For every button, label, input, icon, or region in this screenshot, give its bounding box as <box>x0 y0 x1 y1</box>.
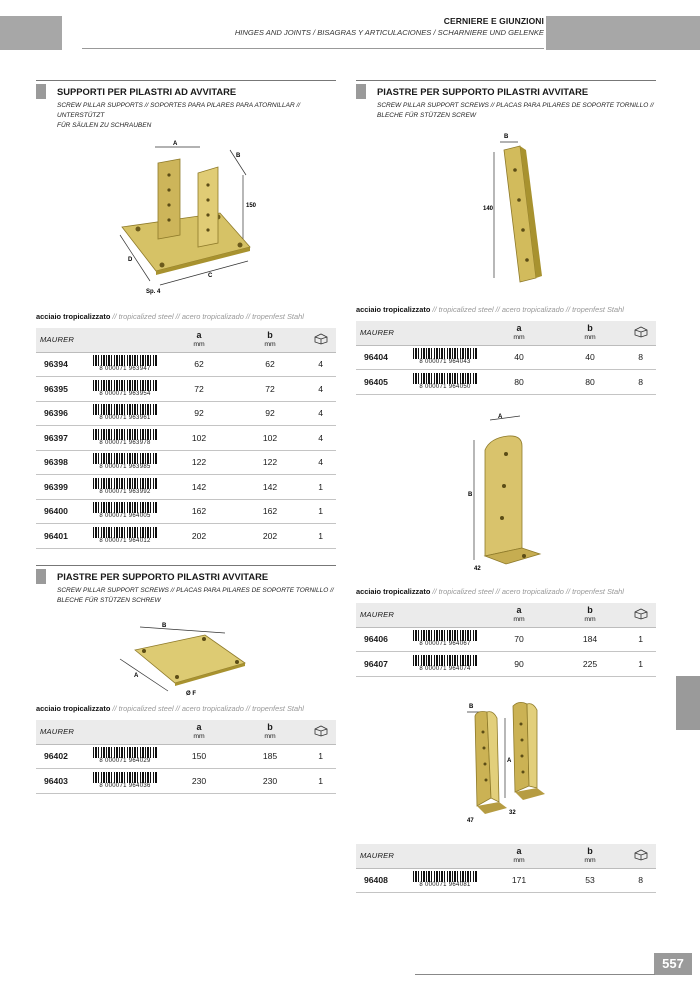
subtitle-line: FÜR SÄULEN ZU SCHRAUBEN <box>57 122 152 129</box>
barcode <box>86 475 164 500</box>
product-code: 96394 <box>36 352 86 377</box>
flat-plate <box>135 635 245 683</box>
column-unit: mm <box>584 615 596 623</box>
section-marker <box>356 84 366 99</box>
dim-label-a: A <box>507 758 512 764</box>
barcode-graphic <box>413 373 477 391</box>
section-marker <box>36 569 46 584</box>
product-image-angle-plate <box>470 128 560 288</box>
dimension-b: 142 <box>234 475 306 500</box>
barcode <box>86 450 164 475</box>
pack-quantity: 4 <box>306 426 336 451</box>
dim-label-c: C <box>208 273 213 279</box>
dimension-b: 185 <box>234 744 306 769</box>
barcode-bars <box>93 355 157 366</box>
table-body <box>356 627 656 676</box>
dim-label-a: A <box>173 141 178 147</box>
brand-logo: MAURER <box>356 844 406 868</box>
material-main: acciaio tropicalizzato <box>356 305 431 314</box>
table-body <box>36 744 336 793</box>
dim-label-b: B <box>469 704 474 710</box>
dimension-a: 142 <box>164 475 234 500</box>
dim-label-height: 150 <box>246 203 257 209</box>
table-header-row <box>356 321 656 345</box>
product-code: 96407 <box>356 652 406 677</box>
section-divider <box>36 565 336 566</box>
pack-quantity: 8 <box>626 868 656 893</box>
barcode-bars <box>413 373 477 384</box>
barcode-header <box>406 844 484 868</box>
section-subtitle <box>57 586 334 606</box>
dimension-b: 230 <box>234 769 306 794</box>
section-pillar-support-plates <box>36 565 336 615</box>
dimension-a: 92 <box>164 401 234 426</box>
pack-quantity: 4 <box>306 377 336 402</box>
dim-label-d: D <box>128 257 133 263</box>
dim-label-thickness: Sp. 4 <box>146 289 161 295</box>
dim-label-a: A <box>498 414 503 420</box>
product-table <box>356 321 656 395</box>
barcode-number: 8 000071 963985 <box>99 464 151 471</box>
barcode-bars <box>93 429 157 440</box>
table-body <box>356 868 656 893</box>
dim-label-a: A <box>134 673 139 679</box>
dimension-b: 202 <box>234 524 306 549</box>
product-code: 96405 <box>356 370 406 395</box>
material-main: acciaio tropicalizzato <box>36 312 111 321</box>
dim-label-width-2: 32 <box>509 810 516 816</box>
column-a-header <box>484 321 554 345</box>
box-icon <box>306 328 336 352</box>
column-b-header <box>234 328 306 352</box>
table-row <box>36 401 336 426</box>
column-label: a <box>196 721 202 732</box>
barcode-number: 8 000071 964067 <box>419 641 471 648</box>
column-label: a <box>196 329 202 340</box>
barcode-graphic <box>413 655 477 673</box>
product-image-flat-plate <box>100 615 270 700</box>
material-translations: // tropicalized steel // acero tropicalizado // tropenfest Stahl <box>432 305 624 314</box>
dim-label-height: 140 <box>483 206 494 212</box>
column-b-header <box>554 321 626 345</box>
bracket-upright <box>485 436 522 556</box>
barcode-bars <box>93 478 157 489</box>
barcode-number: 8 000071 964074 <box>419 665 471 672</box>
column-unit: mm <box>584 856 596 864</box>
dimension-b: 92 <box>234 401 306 426</box>
dim-label-b: B <box>236 153 241 159</box>
dimension-a: 122 <box>164 450 234 475</box>
pack-quantity: 4 <box>306 450 336 475</box>
barcode-graphic <box>93 772 157 790</box>
dimension-a: 102 <box>164 426 234 451</box>
column-label: a <box>516 845 522 856</box>
material-label <box>36 704 304 713</box>
box-icon <box>626 321 656 345</box>
dimension-b: 40 <box>554 345 626 370</box>
product-code: 96399 <box>36 475 86 500</box>
pack-quantity: 1 <box>306 769 336 794</box>
dimension-a: 230 <box>164 769 234 794</box>
subtitle-line: BLECHE FÜR STÜTZEN SCHREW <box>57 597 161 604</box>
product-code: 96408 <box>356 868 406 893</box>
barcode-header <box>406 603 484 627</box>
table-header-row <box>356 603 656 627</box>
product-table <box>356 603 656 677</box>
column-a-header <box>164 328 234 352</box>
dimension-a: 72 <box>164 377 234 402</box>
column-unit: mm <box>264 732 276 740</box>
pack-quantity: 1 <box>626 627 656 652</box>
material-main: acciaio tropicalizzato <box>356 587 431 596</box>
barcode <box>406 345 484 370</box>
product-code: 96402 <box>36 744 86 769</box>
material-translations: // tropicalized steel // acero tropicalizado // tropenfest Stahl <box>112 704 304 713</box>
column-b-header <box>554 603 626 627</box>
barcode-graphic <box>93 478 157 496</box>
side-index-tab[interactable] <box>676 676 700 730</box>
dimension-a: 90 <box>484 652 554 677</box>
dimension-a: 62 <box>164 352 234 377</box>
page-number: 557 <box>654 953 692 975</box>
column-label: b <box>267 329 273 340</box>
dimension-b: 80 <box>554 370 626 395</box>
table-row <box>356 627 656 652</box>
barcode-number: 8 000071 964005 <box>99 513 151 520</box>
barcode-graphic <box>93 747 157 765</box>
barcode-graphic <box>93 453 157 471</box>
table-row <box>36 475 336 500</box>
column-label: b <box>587 322 593 333</box>
pack-quantity: 4 <box>306 401 336 426</box>
barcode-number: 8 000071 964043 <box>419 359 471 366</box>
dimension-b: 225 <box>554 652 626 677</box>
pack-quantity: 1 <box>306 499 336 524</box>
product-code: 96406 <box>356 627 406 652</box>
barcode <box>406 652 484 677</box>
barcode-header <box>86 720 164 744</box>
subtitle-line: SCREW PILLAR SUPPORT SCREWS // PLACAS PARA PILARES DE SOPORTE TORNILLO // <box>57 587 334 594</box>
table-row <box>36 769 336 794</box>
barcode-graphic <box>93 527 157 545</box>
dim-label-b: B <box>162 623 167 629</box>
pack-quantity: 8 <box>626 345 656 370</box>
dimension-b: 72 <box>234 377 306 402</box>
header-tab-left <box>0 16 62 50</box>
brand-logo: MAURER <box>36 720 86 744</box>
barcode-graphic <box>413 348 477 366</box>
barcode <box>86 744 164 769</box>
dim-label-hole: Ø F <box>186 691 196 697</box>
product-table <box>36 328 336 549</box>
column-label: b <box>587 845 593 856</box>
pack-quantity: 8 <box>626 370 656 395</box>
barcode <box>86 499 164 524</box>
column-a-header <box>484 603 554 627</box>
barcode-number: 8 000071 964081 <box>419 882 471 889</box>
dimension-b: 102 <box>234 426 306 451</box>
barcode-graphic <box>93 380 157 398</box>
box-icon <box>306 720 336 744</box>
column-unit: mm <box>193 340 205 348</box>
dim-label-width: 42 <box>474 566 481 572</box>
table-row <box>356 345 656 370</box>
section-subtitle <box>57 101 336 131</box>
dimension-b: 184 <box>554 627 626 652</box>
pack-quantity: 1 <box>626 652 656 677</box>
brand-logo: MAURER <box>356 321 406 345</box>
barcode <box>86 352 164 377</box>
column-unit: mm <box>264 340 276 348</box>
product-code: 96400 <box>36 499 86 524</box>
column-unit: mm <box>513 615 525 623</box>
header-tab-right <box>546 16 700 50</box>
product-code: 96403 <box>36 769 86 794</box>
material-label <box>36 312 304 321</box>
barcode-bars <box>413 630 477 641</box>
brand-logo: MAURER <box>356 603 406 627</box>
barcode-bars <box>413 348 477 359</box>
dimension-b: 53 <box>554 868 626 893</box>
table-row <box>36 352 336 377</box>
barcode-bars <box>93 772 157 783</box>
dimension-a: 162 <box>164 499 234 524</box>
barcode <box>406 370 484 395</box>
barcode-number: 8 000071 963978 <box>99 439 151 446</box>
dimension-b: 162 <box>234 499 306 524</box>
column-unit: mm <box>193 732 205 740</box>
material-label <box>356 305 624 314</box>
table-row <box>36 450 336 475</box>
product-image-pillar-support <box>100 135 290 305</box>
barcode-bars <box>413 871 477 882</box>
barcode <box>86 377 164 402</box>
barcode-bars <box>93 380 157 391</box>
product-code: 96396 <box>36 401 86 426</box>
table-body <box>36 352 336 548</box>
section-title: SUPPORTI PER PILASTRI AD AVVITARE <box>57 86 237 97</box>
table-row <box>36 524 336 549</box>
barcode-number: 8 000071 964050 <box>419 383 471 390</box>
barcode-bars <box>413 655 477 666</box>
barcode-bars <box>93 404 157 415</box>
barcode-graphic <box>93 429 157 447</box>
barcode-graphic <box>93 404 157 422</box>
table-row <box>36 744 336 769</box>
section-divider <box>356 80 656 81</box>
column-a-header <box>484 844 554 868</box>
section-title: PIASTRE PER SUPPORTO PILASTRI AVVITARE <box>57 571 269 582</box>
table-header-row <box>36 720 336 744</box>
section-divider <box>36 80 336 81</box>
product-image-u-brackets <box>455 698 565 828</box>
table-header-row <box>356 844 656 868</box>
barcode-header <box>406 321 484 345</box>
dimension-line <box>490 416 520 420</box>
barcode-bars <box>93 527 157 538</box>
footer-divider <box>415 974 655 975</box>
column-label: b <box>587 604 593 615</box>
material-translations: // tropicalized steel // acero tropicalizado // tropenfest Stahl <box>432 587 624 596</box>
material-translations: // tropicalized steel // acero tropicalizado // tropenfest Stahl <box>112 312 304 321</box>
bracket-right-inner <box>513 702 529 792</box>
pack-quantity: 1 <box>306 744 336 769</box>
dim-label-width-1: 47 <box>467 818 474 824</box>
dim-label-b: B <box>504 134 509 140</box>
pack-quantity: 1 <box>306 475 336 500</box>
barcode <box>86 426 164 451</box>
product-code: 96395 <box>36 377 86 402</box>
barcode-number: 8 000071 963992 <box>99 488 151 495</box>
table-row <box>36 499 336 524</box>
barcode <box>86 769 164 794</box>
dimension-a: 150 <box>164 744 234 769</box>
barcode-graphic <box>413 871 477 889</box>
dimension-a: 70 <box>484 627 554 652</box>
dim-label-b: B <box>468 492 473 498</box>
barcode-bars <box>93 747 157 758</box>
table-row <box>356 370 656 395</box>
pack-quantity: 1 <box>306 524 336 549</box>
barcode-graphic <box>93 502 157 520</box>
barcode-number: 8 000071 964036 <box>99 782 151 789</box>
barcode-bars <box>93 453 157 464</box>
screw-hole <box>160 263 165 268</box>
pack-quantity: 4 <box>306 352 336 377</box>
dimension-a: 202 <box>164 524 234 549</box>
product-code: 96398 <box>36 450 86 475</box>
table-row <box>36 426 336 451</box>
dimension-b: 122 <box>234 450 306 475</box>
brand-logo: MAURER <box>36 328 86 352</box>
column-label: b <box>267 721 273 732</box>
subtitle-line: BLECHE FÜR STÜTZEN SCREW <box>377 112 476 119</box>
product-image-l-bracket <box>460 410 560 575</box>
table-row <box>356 868 656 893</box>
barcode-number: 8 000071 963947 <box>99 366 151 373</box>
section-marker <box>36 84 46 99</box>
table-row <box>36 377 336 402</box>
product-code: 96401 <box>36 524 86 549</box>
barcode-number: 8 000071 963961 <box>99 415 151 422</box>
product-table <box>36 720 336 794</box>
screw-hole <box>136 227 141 232</box>
box-icon <box>626 844 656 868</box>
subtitle-line: SCREW PILLAR SUPPORTS // SOPORTES PARA PILARES PARA ATORNILLAR // UNTERSTÜTZT <box>57 102 301 119</box>
upright-plate-right <box>198 167 218 247</box>
subtitle-line: SCREW PILLAR SUPPORT SCREWS // PLACAS PARA PILARES DE SOPORTE TORNILLO // <box>377 102 654 109</box>
product-table <box>356 844 656 893</box>
barcode-number: 8 000071 964012 <box>99 537 151 544</box>
dimension-a: 80 <box>484 370 554 395</box>
screw-hole <box>238 243 243 248</box>
barcode-graphic <box>413 630 477 648</box>
dimension-a: 171 <box>484 868 554 893</box>
column-b-header <box>554 844 626 868</box>
box-icon <box>626 603 656 627</box>
material-main: acciaio tropicalizzato <box>36 704 111 713</box>
column-unit: mm <box>584 333 596 341</box>
table-row <box>356 652 656 677</box>
bracket-right-side <box>527 704 537 788</box>
dimension-a: 40 <box>484 345 554 370</box>
table-header-row <box>36 328 336 352</box>
column-b-header <box>234 720 306 744</box>
barcode <box>86 401 164 426</box>
barcode <box>406 627 484 652</box>
dimension-b: 62 <box>234 352 306 377</box>
product-code: 96397 <box>36 426 86 451</box>
column-a-header <box>164 720 234 744</box>
column-label: a <box>516 604 522 615</box>
material-label <box>356 587 624 596</box>
barcode <box>86 524 164 549</box>
barcode-graphic <box>93 355 157 373</box>
column-unit: mm <box>513 856 525 864</box>
section-pillar-support-plates-right <box>356 80 656 130</box>
barcode-number: 8 000071 964029 <box>99 758 151 765</box>
barcode-bars <box>93 502 157 513</box>
section-subtitle <box>377 101 654 121</box>
column-unit: mm <box>513 333 525 341</box>
base-plate <box>122 213 250 271</box>
product-code: 96404 <box>356 345 406 370</box>
dimension-line <box>140 627 225 633</box>
table-body <box>356 345 656 394</box>
header-title: CERNIERE E GIUNZIONI <box>443 16 544 26</box>
header-subtitle: HINGES AND JOINTS / BISAGRAS Y ARTICULACIONES / SCHARNIERE UND GELENKE <box>234 28 544 37</box>
section-screw-pillar-supports <box>36 80 336 130</box>
column-label: a <box>516 322 522 333</box>
barcode <box>406 868 484 893</box>
barcode-header <box>86 328 164 352</box>
header-divider <box>82 48 544 49</box>
section-title: PIASTRE PER SUPPORTO PILASTRI AVVITARE <box>377 86 589 97</box>
barcode-number: 8 000071 963954 <box>99 390 151 397</box>
upright-plate-left <box>158 159 180 239</box>
